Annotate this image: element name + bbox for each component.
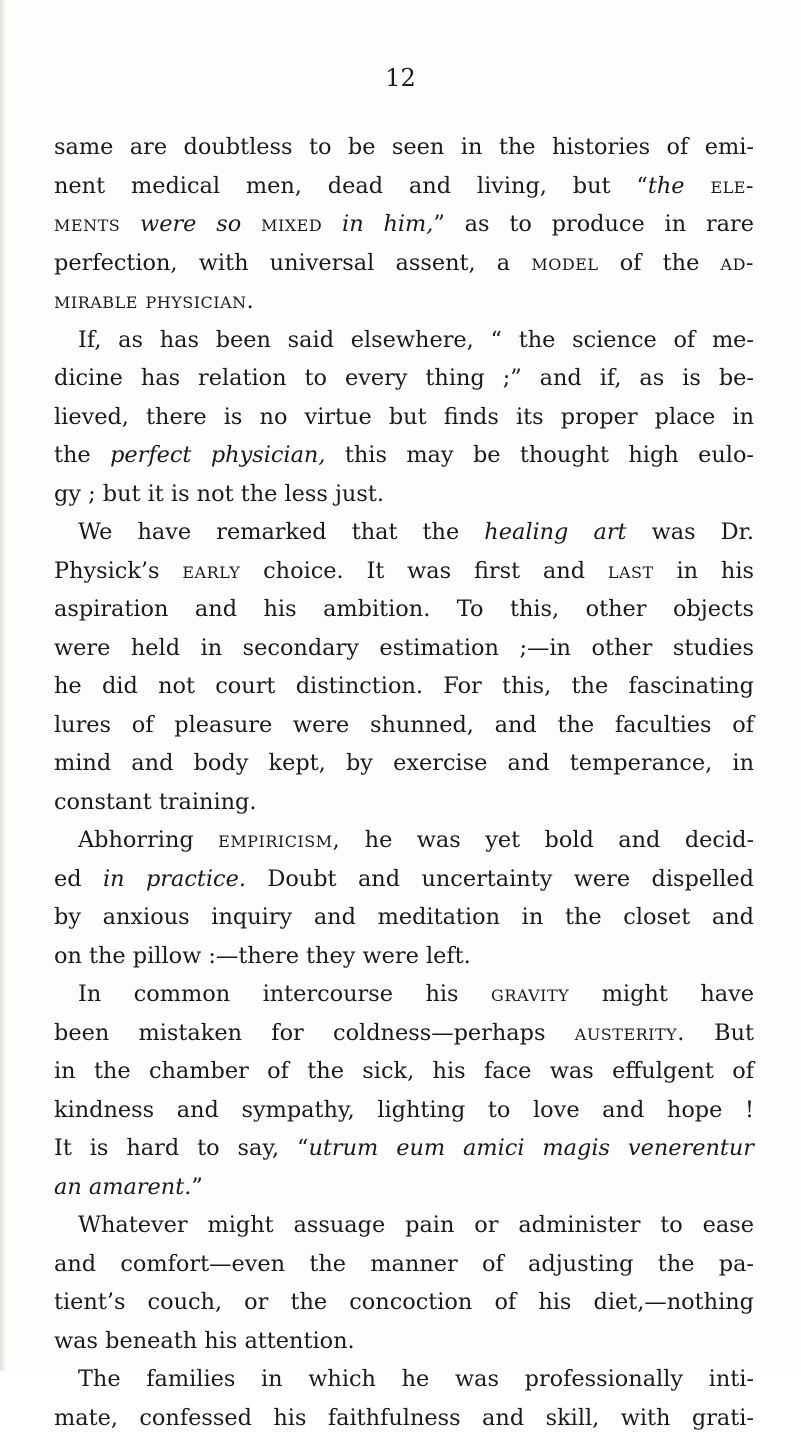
text-line [54, 1014, 754, 1053]
small-caps-text: model [531, 250, 598, 276]
text-run: ed [54, 866, 103, 892]
text-line [54, 783, 754, 822]
text-line [54, 1399, 754, 1437]
text-line [54, 937, 754, 976]
text-run: might have [569, 981, 754, 1007]
text-line [54, 321, 754, 360]
small-caps-text: empiricism, [218, 827, 340, 853]
text-line [54, 975, 754, 1014]
text-run: But [685, 1020, 754, 1046]
text-line [54, 629, 754, 668]
text-run: were held in secondary estimation ;—in other studies [54, 635, 754, 661]
text-line [54, 398, 754, 437]
text-run: perfection, with universal assent, a [54, 250, 531, 276]
text-line [54, 1129, 754, 1168]
text-line [54, 1206, 754, 1245]
text-run: ” [191, 1174, 202, 1200]
italic-text: the [648, 173, 685, 199]
text-run: in his [654, 558, 754, 584]
paragraph [54, 321, 754, 514]
small-caps-text: mixed [261, 211, 322, 237]
paragraph [54, 975, 754, 1206]
text-run: The families in which he was professionally inti- [78, 1366, 754, 1392]
paragraph [54, 513, 754, 821]
text-run: It is hard to say, “ [54, 1135, 309, 1161]
small-caps-text: last [608, 558, 654, 584]
text-run: gy ; but it is not the less just. [54, 481, 384, 507]
text-run: nent medical men, dead and living, but “ [54, 173, 648, 199]
text-run: same are doubtless to be seen in the histories of emi- [54, 134, 754, 160]
text-run: dicine has relation to every thing ;” and if, as is be- [54, 365, 754, 391]
text-run: and comfort—even the manner of adjusting the pa- [54, 1251, 754, 1277]
italic-text: healing art [484, 519, 626, 545]
small-caps-text: ele- [710, 173, 754, 199]
small-caps-text: ments [54, 211, 120, 237]
text-run: he was yet bold and decid- [340, 827, 754, 853]
text-run [241, 211, 261, 237]
text-run: this may be thought high eulo- [325, 442, 754, 468]
text-line [54, 590, 754, 629]
text-line [54, 167, 754, 206]
italic-text: were so [140, 211, 241, 237]
text-line [54, 282, 754, 321]
text-run: lures of pleasure were shunned, and the faculties of [54, 712, 754, 738]
text-run: We have remarked that the [78, 519, 484, 545]
text-run: Physick’s [54, 558, 182, 584]
text-line [54, 1322, 754, 1361]
text-line [54, 898, 754, 937]
text-run: If, as has been said elsewhere, “ the science of me- [78, 327, 754, 353]
italic-text: utrum eum amici magis venerentur [309, 1135, 754, 1161]
text-run: the [54, 442, 110, 468]
paragraph [54, 128, 754, 321]
text-run: been mistaken for coldness—perhaps [54, 1020, 575, 1046]
small-caps-text: mirable physician. [54, 288, 254, 314]
text-run [685, 173, 711, 199]
text-run: he did not court distinction. For this, the fascinating [54, 673, 754, 699]
text-line [54, 706, 754, 745]
paragraph [54, 821, 754, 975]
text-line [54, 513, 754, 552]
italic-text: in him, [342, 211, 433, 237]
text-run: choice. It was first and [240, 558, 608, 584]
small-caps-text: early [182, 558, 240, 584]
text-run: tient’s couch, or the concoction of his diet,—nothing [54, 1289, 754, 1315]
text-line [54, 552, 754, 591]
italic-text: an amarent. [54, 1174, 191, 1200]
text-run: on the pillow :—there they were left. [54, 943, 471, 969]
text-line [54, 821, 754, 860]
text-line [54, 244, 754, 283]
text-run: ” as to produce in rare [433, 211, 754, 237]
small-caps-text: ad- [721, 250, 754, 276]
text-line [54, 1245, 754, 1284]
body-text [54, 128, 754, 1437]
text-run: lieved, there is no virtue but finds its proper place in [54, 404, 754, 430]
text-run: by anxious inquiry and meditation in the closet and [54, 904, 754, 930]
text-run: mind and body kept, by exercise and temperance, in [54, 750, 754, 776]
paragraph [54, 1206, 754, 1360]
text-line [54, 475, 754, 514]
page-edge-shadow [0, 0, 6, 1371]
italic-text: in practice. [103, 866, 246, 892]
text-run: Abhorring [78, 827, 218, 853]
text-line [54, 1360, 754, 1399]
text-line [54, 1091, 754, 1130]
text-run: mate, confessed his faithfulness and skill, with grati- [54, 1405, 754, 1431]
small-caps-text: gravity [491, 981, 569, 1007]
text-line [54, 1283, 754, 1322]
text-line [54, 1168, 754, 1207]
small-caps-text: austerity. [575, 1020, 685, 1046]
text-run: aspiration and his ambition. To this, other objects [54, 596, 754, 622]
text-run [322, 211, 342, 237]
text-run: kindness and sympathy, lighting to love and hope ! [54, 1097, 754, 1123]
text-line [54, 1052, 754, 1091]
text-run: In common intercourse his [78, 981, 491, 1007]
page-number: 12 [0, 64, 801, 92]
paragraph [54, 1360, 754, 1437]
text-line [54, 436, 754, 475]
text-run: in the chamber of the sick, his face was effulgent of [54, 1058, 754, 1084]
text-line [54, 667, 754, 706]
text-line [54, 744, 754, 783]
text-run: was Dr. [627, 519, 754, 545]
text-line [54, 359, 754, 398]
text-run: constant training. [54, 789, 256, 815]
text-line [54, 205, 754, 244]
text-line [54, 128, 754, 167]
text-line [54, 860, 754, 899]
text-run: Doubt and uncertainty were dispelled [246, 866, 754, 892]
text-run: was beneath his attention. [54, 1328, 355, 1354]
text-run: Whatever might assuage pain or administer to ease [78, 1212, 754, 1238]
italic-text: perfect physician, [110, 442, 325, 468]
text-run [120, 211, 140, 237]
text-run: of the [599, 250, 721, 276]
